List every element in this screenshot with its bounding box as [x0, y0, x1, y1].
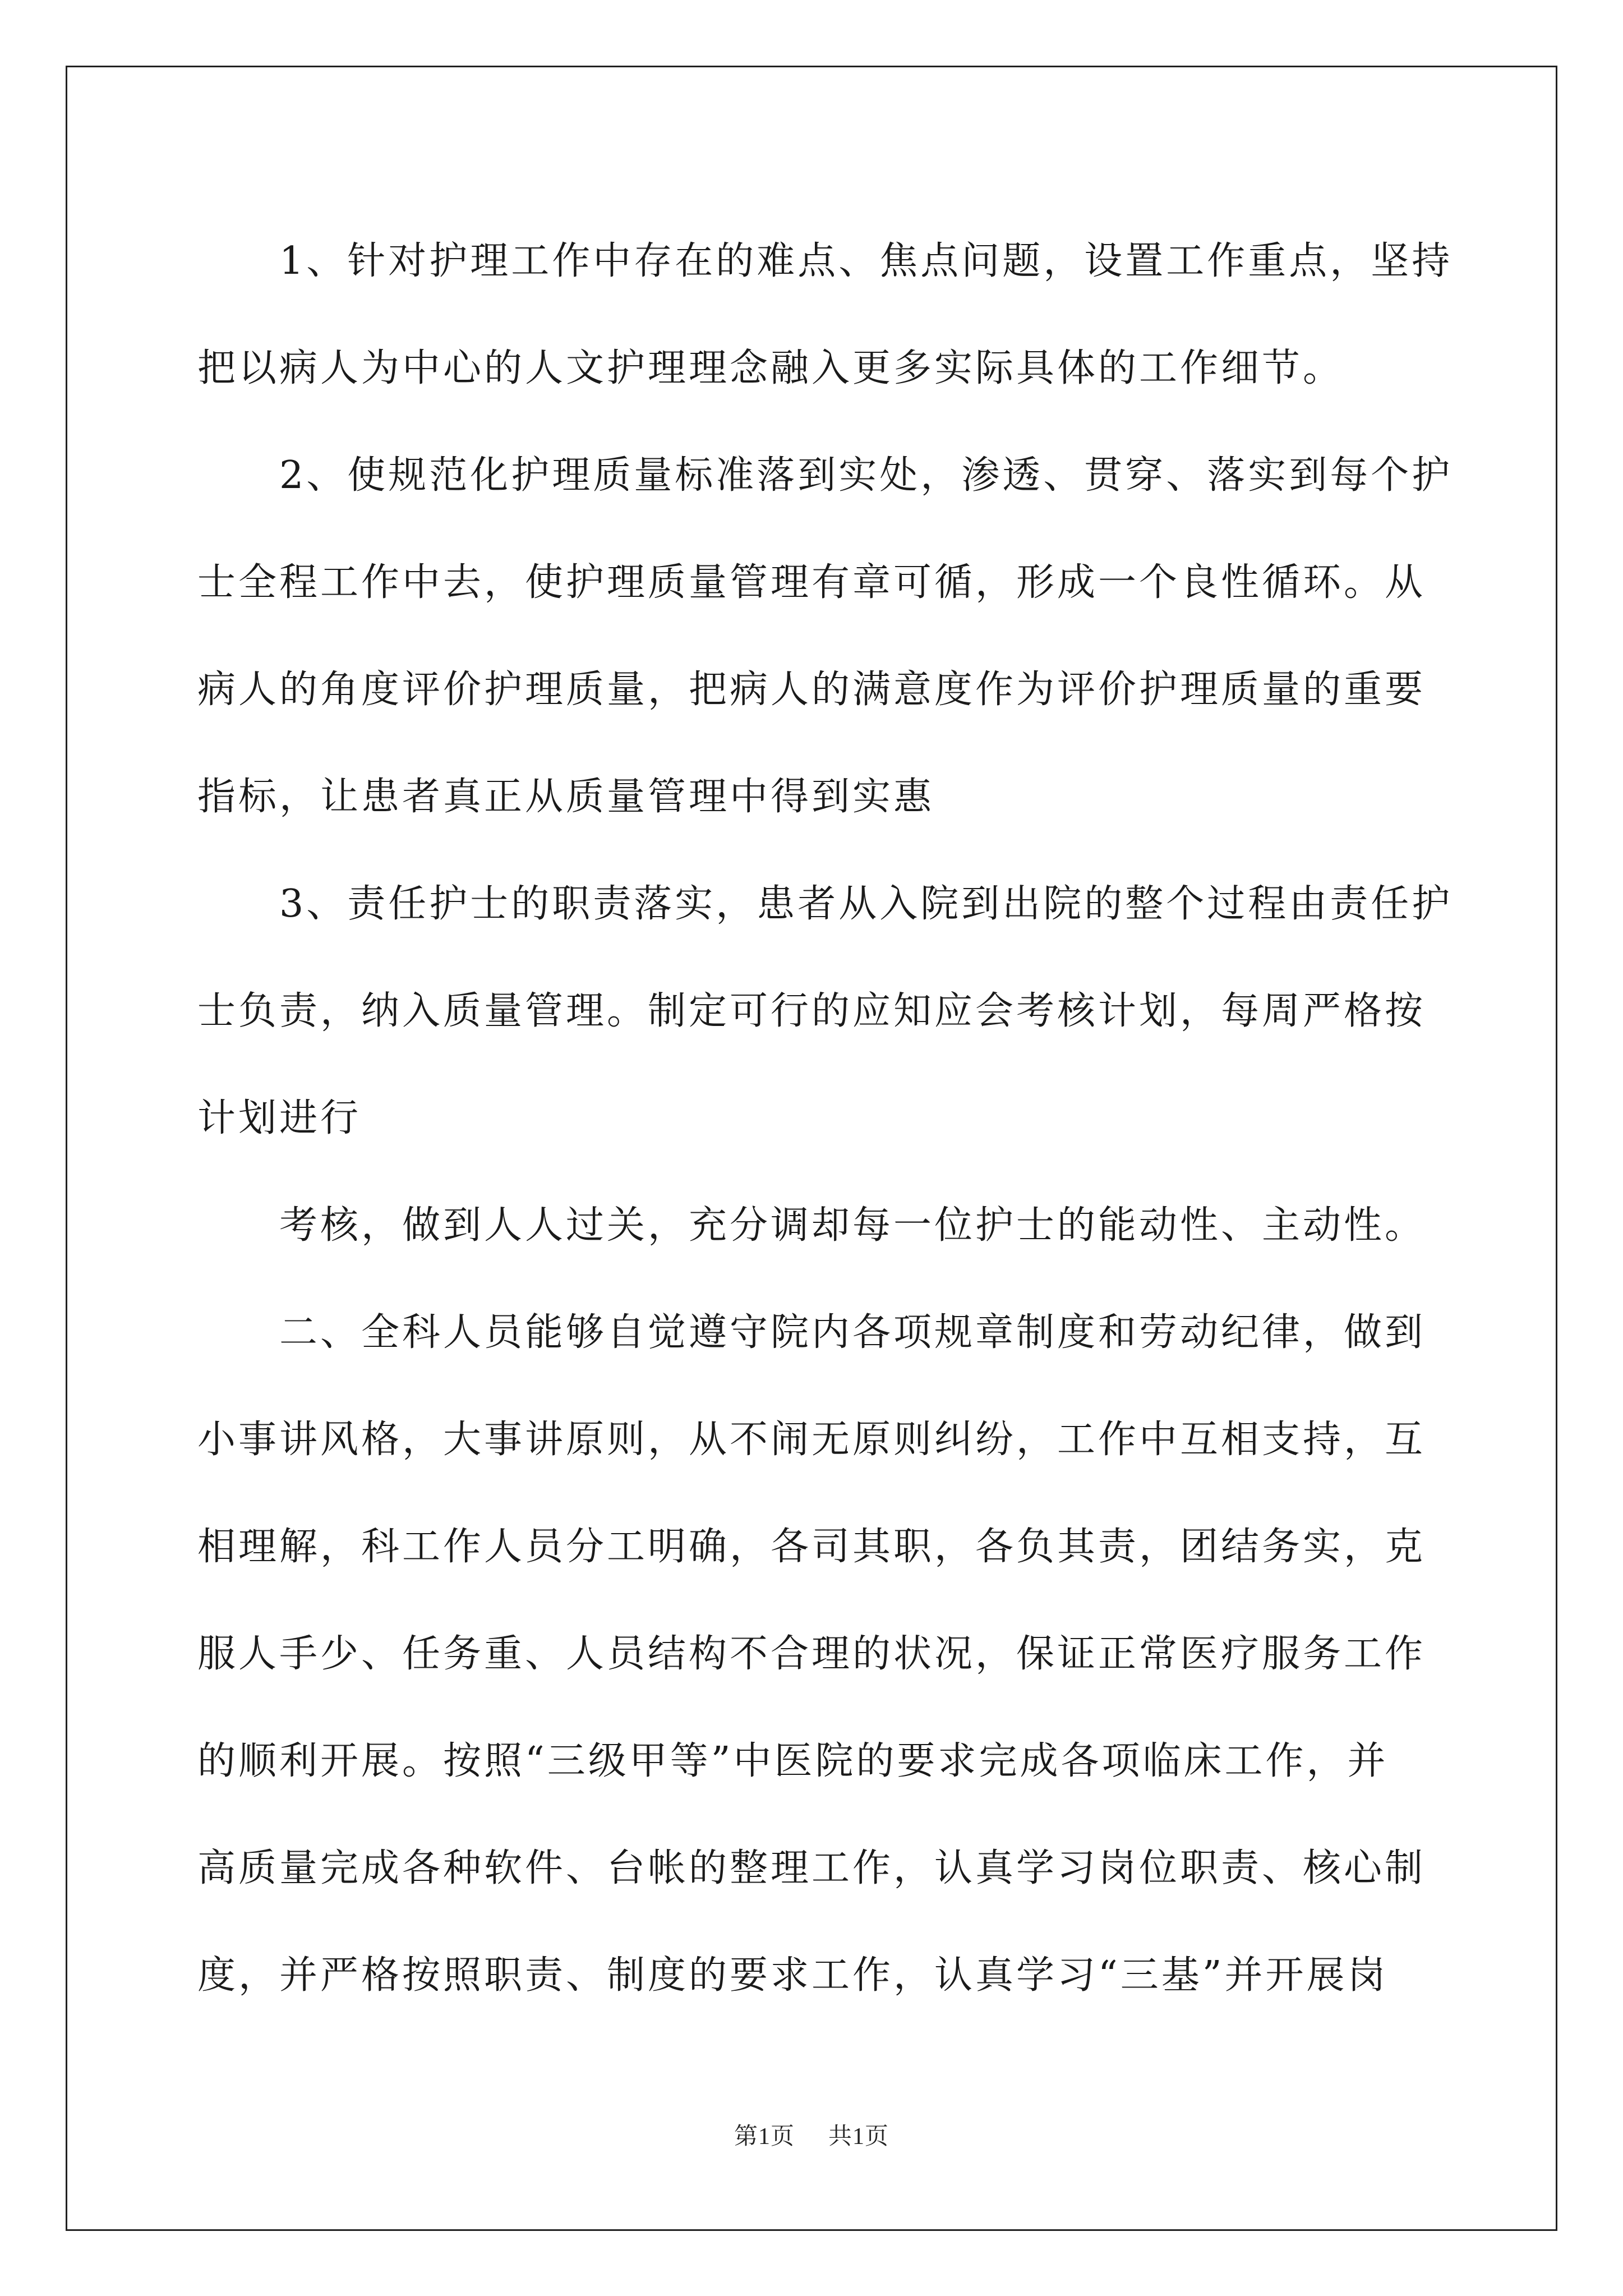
page-number-current: 第1页: [734, 2124, 795, 2150]
text-line: 二、全科人员能够自觉遵守院内各项规章制度和劳动纪律，做到: [279, 1310, 1426, 1355]
page-number-total: 共1页: [828, 2124, 889, 2150]
text-line: 度，并严格按照职责、制度的要求工作，认真学习“三基”并开展岗: [197, 1953, 1389, 1998]
text-line: 小事讲风格，大事讲原则，从不闹无原则纠纷，工作中互相支持，互: [197, 1418, 1426, 1462]
text-line: 指标，让患者真正从质量管理中得到实惠: [197, 775, 935, 819]
text-line: 计划进行: [197, 1096, 362, 1140]
text-line: 1、针对护理工作中存在的难点、焦点问题，设置工作重点，坚持: [279, 239, 1453, 283]
text-line: 高质量完成各种软件、台帐的整理工作，认真学习岗位职责、核心制: [197, 1846, 1426, 1890]
document-body: [197, 208, 1453, 2029]
text-line: 士负责，纳入质量管理。制定可行的应知应会考核计划，每周严格按: [197, 989, 1426, 1033]
text-line: 3、责任护士的职责落实，患者从入院到出院的整个过程由责任护: [279, 882, 1453, 926]
text-line: 的顺利开展。按照“三级甲等”中医院的要求完成各项临床工作，并: [197, 1739, 1389, 1783]
text-line: 士全程工作中去，使护理质量管理有章可循，形成一个良性循环。从: [197, 560, 1426, 605]
text-line: 考核，做到人人过关，充分调却每一位护士的能动性、主动性。: [279, 1203, 1426, 1248]
text-line: 把以病人为中心的人文护理理念融入更多实际具体的工作细节。: [197, 346, 1344, 390]
text-line: 2、使规范化护理质量标准落到实处，渗透、贯穿、落实到每个护: [279, 453, 1453, 498]
text-line: 病人的角度评价护理质量，把病人的满意度作为评价护理质量的重要: [197, 668, 1426, 712]
text-line: 服人手少、任务重、人员结构不合理的状况，保证正常医疗服务工作: [197, 1632, 1426, 1676]
page-footer: [0, 2118, 1623, 2151]
text-line: 相理解，科工作人员分工明确，各司其职，各负其责，团结务实，克: [197, 1525, 1426, 1569]
